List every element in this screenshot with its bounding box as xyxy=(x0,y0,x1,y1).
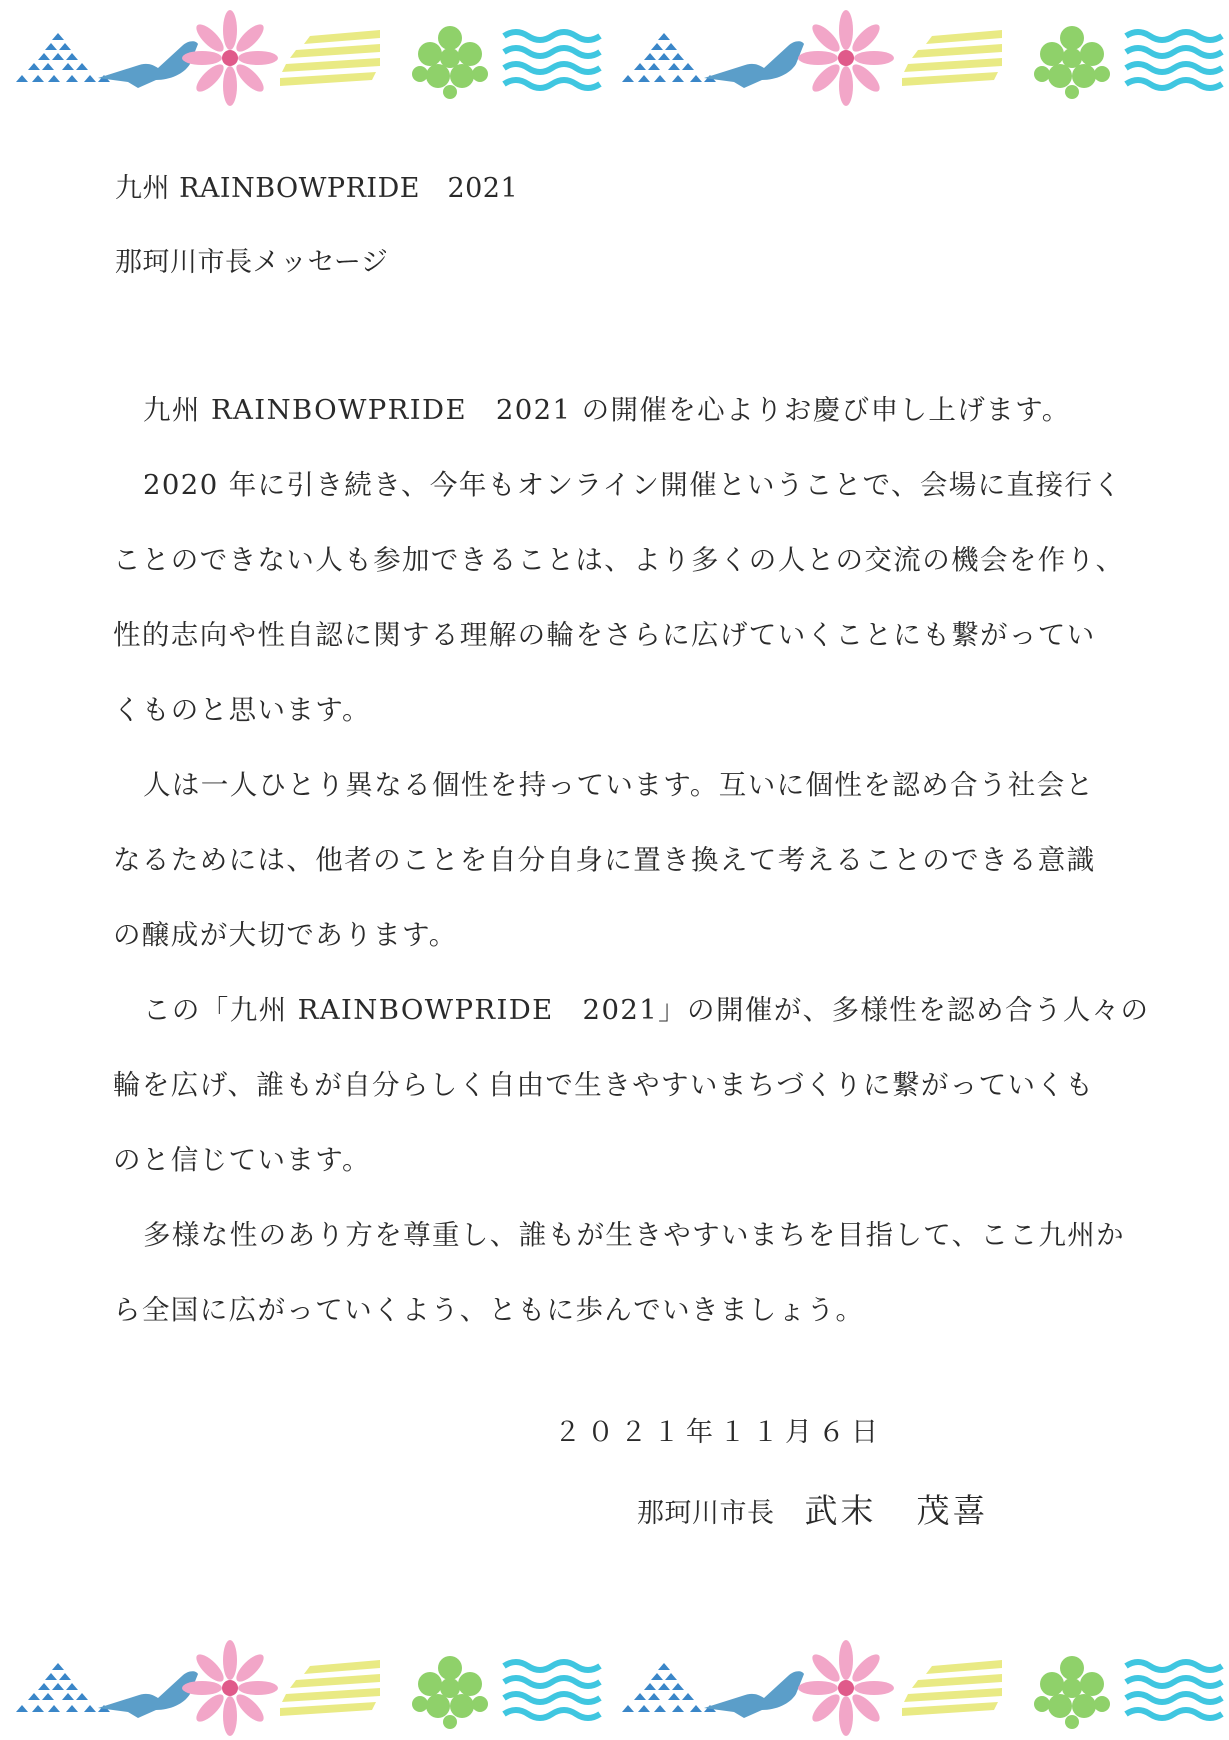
stripes-icon xyxy=(280,30,380,86)
stripes-icon xyxy=(280,1660,380,1716)
letter-header xyxy=(115,172,518,280)
mountain-icon xyxy=(8,1663,110,1718)
stripes-icon xyxy=(902,30,1002,86)
paragraph-line: 人は一人ひとり異なる個性を持っています。互いに個性を認め合う社会と xyxy=(143,769,1095,801)
flower-icon xyxy=(798,10,894,106)
mountain-icon xyxy=(614,1663,716,1718)
hydrangea-icon xyxy=(1034,26,1110,99)
signature-block xyxy=(637,1485,989,1532)
message-subtitle: 那珂川市長メッセージ xyxy=(115,247,389,278)
paragraph-line: 2020 年に引き続き、今年もオンライン開催ということで、会場に直接行く xyxy=(143,469,1123,501)
letter-date: ２０２１年１１月６日 xyxy=(554,1417,884,1448)
wave-icon xyxy=(504,32,600,88)
wave-icon xyxy=(504,1662,600,1718)
hydrangea-icon xyxy=(412,1656,488,1729)
paragraph-line: 九州 RAINBOWPRIDE 2021 の開催を心よりお慶び申し上げます。 xyxy=(143,394,1071,426)
flower-icon xyxy=(182,10,278,106)
paragraph-line: ことのできない人も参加できることは、より多くの人との交流の機会を作り、 xyxy=(113,544,1125,576)
hummingbird-icon xyxy=(98,1671,198,1718)
flower-icon xyxy=(798,1640,894,1736)
mountain-icon xyxy=(614,33,716,88)
mountain-icon xyxy=(8,33,110,88)
signer-family-name: 武末 xyxy=(804,1491,877,1530)
message-body xyxy=(113,390,1150,1365)
paragraph-line: 輪を広げ、誰もが自分らしく自由で生きやすいまちづくりに繋がっていくも xyxy=(113,1069,1095,1101)
bottom-decorative-border xyxy=(0,1638,1229,1738)
hydrangea-icon xyxy=(412,26,488,99)
paragraph-line: の醸成が大切であります。 xyxy=(113,919,458,951)
paragraph-line: くものと思います。 xyxy=(113,694,371,726)
signer-given-name: 茂喜 xyxy=(916,1491,989,1530)
hummingbird-icon xyxy=(704,41,804,88)
paragraph-line: なるためには、他者のことを自分自身に置き換えて考えることのできる意識 xyxy=(113,844,1096,876)
hummingbird-icon xyxy=(704,1671,804,1718)
paragraph-line: 多様な性のあり方を尊重し、誰もが生きやすいまちを目指して、ここ九州か xyxy=(143,1219,1126,1251)
paragraph-line: 性的志向や性自認に関する理解の輪をさらに広げていくことにも繋がってい xyxy=(113,619,1096,651)
hummingbird-icon xyxy=(98,41,198,88)
paragraph-line: のと信じています。 xyxy=(113,1144,371,1176)
paragraph-line: この「九州 RAINBOWPRIDE 2021」の開催が、多様性を認め合う人々の xyxy=(143,994,1150,1026)
flower-icon xyxy=(182,1640,278,1736)
wave-icon xyxy=(1126,1662,1222,1718)
hydrangea-icon xyxy=(1034,1656,1110,1729)
signer-title: 那珂川市長 xyxy=(637,1498,775,1529)
wave-icon xyxy=(1126,32,1222,88)
event-title: 九州 RAINBOWPRIDE 2021 xyxy=(115,173,519,204)
stripes-icon xyxy=(902,1660,1002,1716)
paragraph-line: ら全国に広がっていくよう、ともに歩んでいきましょう。 xyxy=(113,1294,865,1326)
top-decorative-border xyxy=(0,8,1229,108)
